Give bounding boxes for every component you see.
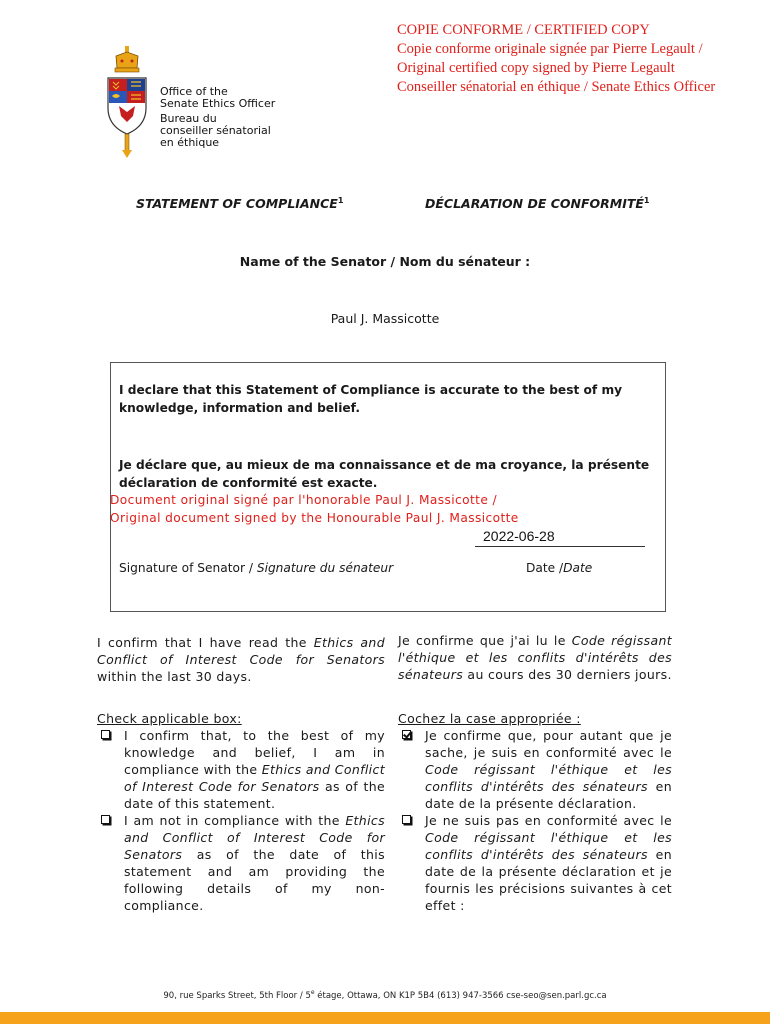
senator-name-label: Name of the Senator / Nom du sénateur : bbox=[239, 254, 531, 269]
options-fr bbox=[398, 710, 672, 914]
date-line bbox=[475, 546, 645, 547]
option-compliant-en[interactable]: I confirm that, to the best of my knowledge and belief, I am in compliance with the Ethics and Conflict of Interest Code for Senators as of the date of this statement. bbox=[97, 727, 385, 812]
checkbox-checked-icon[interactable] bbox=[402, 730, 411, 739]
statement-heading-en: STATEMENT OF COMPLIANCE$^1$ bbox=[136, 196, 344, 212]
check-box-label-fr: Cochez la case appropriée : bbox=[398, 711, 581, 726]
confirm-read-fr: Je confirme que j'ai lu le Code régissant l'éthique et les conflits d'intérêts des sénateurs au cours des 30 derniers jours. bbox=[398, 633, 673, 682]
office-name-fr-line-3: en éthique bbox=[160, 136, 220, 149]
checkbox-empty-icon[interactable] bbox=[402, 815, 411, 824]
senator-name-value: Paul J. Massicotte bbox=[330, 311, 440, 326]
certified-copy-title: COPIE CONFORME / CERTIFIED COPY bbox=[397, 22, 650, 38]
options-en bbox=[97, 710, 385, 914]
signed-note-fr: Document original signé par l'honorable Paul J. Massicotte / bbox=[110, 493, 498, 507]
checkbox-empty-icon[interactable] bbox=[101, 730, 110, 739]
confirm-read-en: I confirm that I have read the Ethics and Conflict of Interest Code for Senators within the last 30 days. bbox=[97, 635, 385, 684]
signed-note-en: Original document signed by the Honourable Paul J. Massicotte bbox=[110, 511, 519, 525]
signature-label: Signature of Senator / Signature du sénateur bbox=[119, 561, 394, 575]
check-box-label-en: Check applicable box: bbox=[97, 711, 242, 726]
certified-copy-line-1: Copie conforme originale signée par Pierre Legault / bbox=[397, 41, 703, 57]
statement-heading-fr: DÉCLARATION DE CONFORMITÉ$^1$ bbox=[425, 196, 650, 212]
declaration-text-fr: Je déclare que, au mieux de ma connaissance et de ma croyance, la présente déclaration de conformité est exacte. bbox=[119, 458, 650, 490]
certified-copy-line-3: Conseiller sénatorial en éthique / Senate Ethics Officer bbox=[397, 79, 716, 95]
declaration-text-en: I declare that this Statement of Compliance is accurate to the best of my knowledge, information and belief. bbox=[119, 383, 623, 415]
office-name-fr-line-2: conseiller sénatorial bbox=[160, 124, 271, 137]
checkbox-empty-icon[interactable] bbox=[101, 815, 110, 824]
footer-address: 90, rue Sparks Street, 5th Floor / 5e étage, Ottawa, ON K1P 5B4 (613) 947-3566 cse-seo@sen.parl.gc.ca bbox=[163, 989, 607, 1001]
option-compliant-fr[interactable]: Je confirme que, pour autant que je sache, je suis en conformité avec le Code régissant l'éthique et les conflits d'intérêts des sénateurs en date de la présente déclaration. bbox=[398, 727, 672, 812]
senate-crest-logo bbox=[104, 46, 150, 158]
office-name-en-line-2: Senate Ethics Officer bbox=[160, 97, 276, 110]
footer-color-bar bbox=[0, 1012, 770, 1024]
option-noncompliant-fr[interactable]: Je ne suis pas en conformité avec le Code régissant l'éthique et les conflits d'intérêts des sénateurs en date de la présente déclaration et je fournis les précisions suivantes à cet effet : bbox=[398, 812, 672, 914]
office-name-fr-line-1: Bureau du bbox=[160, 112, 217, 125]
date-value: 2022-06-28 bbox=[483, 528, 555, 544]
certified-copy-line-2: Original certified copy signed by Pierre Legault bbox=[397, 60, 675, 76]
office-name-en-line-1: Office of the bbox=[160, 85, 228, 98]
date-label: Date /Date bbox=[526, 561, 593, 575]
option-noncompliant-en[interactable]: I am not in compliance with the Ethics and Conflict of Interest Code for Senators as of the date of this statement and am providing the following details of my non-compliance. bbox=[97, 812, 385, 914]
